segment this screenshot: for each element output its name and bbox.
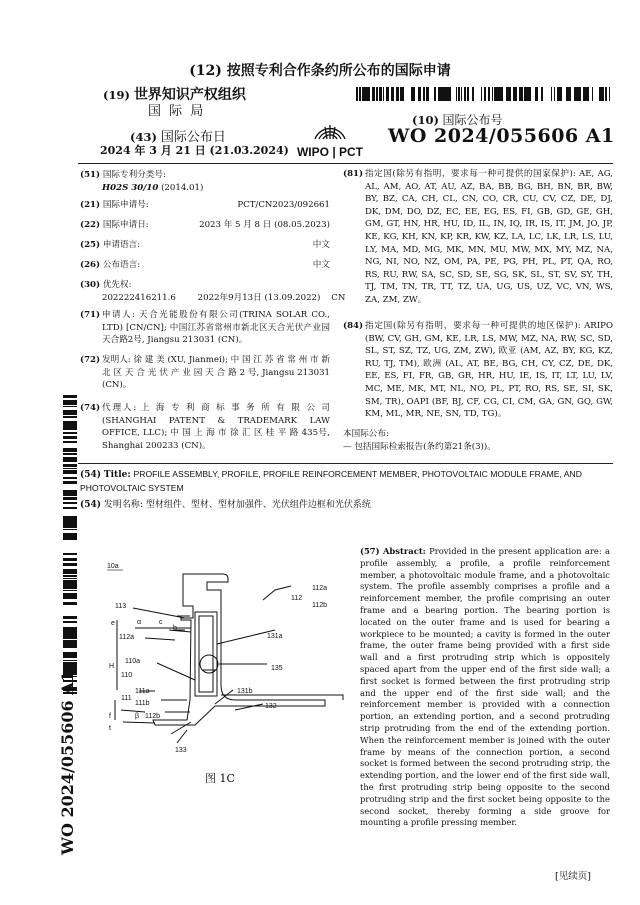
- field-81-number: (81): [343, 169, 364, 179]
- field-51-number: (51): [80, 170, 101, 180]
- title-zh-label: 发明名称:: [103, 500, 143, 510]
- field-74: [80, 402, 330, 452]
- title-zh: [80, 499, 615, 512]
- title-en-label: Title:: [103, 470, 131, 480]
- label-111a: 111a: [135, 688, 150, 695]
- label-112b-lower: 112b: [145, 713, 161, 720]
- field-71-number: (71): [80, 310, 101, 320]
- field-81-text: 指定国(除另有指明，要求每一种可提供的国家保护): AE, AG, AL, AM, AO, AT, AU, AZ, BA, BB, BG, BH, BN, BR, BW, BY, BZ, CA, CH, CL, CN, CO, CR, CU, CV, CZ, DE, DJ, DK, DM, DO, DZ, EC, EE, EG, ES, FI, GB, GD, GE, GH, GM, GT, HN, HR, HU, ID, IL, IN, IQ, IR, IS, IT, JM, JO, JP, KE, KG, KH, KN, KP, KR, KW, KZ, LA, LC, LK, LR, LS, LU, LY, MA, MD, MG, MK, MN, MU, MW, MX, MY, MZ, NA, NG, NI, NO, NZ, OM, PA, PE, PG, PH, PL, PT, QA, RO, RS, RU, RW, SA, SC, SD, SE, SG, SK, SL, ST, SV, SY, TH, TJ, TM, TN, TR, TT, TZ, UA, UG, US, UZ, VC, VN, WS, ZA, ZM, ZW。: [365, 169, 613, 305]
- pubno-label: 国际公布号: [442, 113, 503, 127]
- label-t: t: [109, 725, 111, 732]
- label-113: 113: [115, 603, 127, 610]
- label-111b: 111b: [135, 700, 150, 707]
- label-112b: 112b: [312, 602, 328, 609]
- field-26-label: 公布语言:: [102, 260, 141, 270]
- field-21-value: PCT/CN2023/092661: [237, 200, 330, 210]
- field-71-text: 申请人: 天合光能股份有限公司(TRINA SOLAR CO., LTD) [CN/CN]; 中国江苏省常州市新北区天合光伏产业园天合路2号, Jiangsu 213031 (CN)。: [102, 310, 330, 346]
- title-zh-text: 型材组件、型材、型材加强件、光伏组件边框和光伏系统: [145, 500, 371, 510]
- publication-number: WO 2024/055606 A1: [388, 125, 615, 147]
- field-51: [80, 169, 330, 194]
- abstract: [360, 546, 610, 829]
- figure-caption: 图 1C: [205, 772, 235, 785]
- pubdate-label: 国际公布日: [160, 130, 226, 145]
- org-name: 世界知识产权组织: [133, 87, 246, 103]
- label-f: f: [109, 713, 111, 720]
- org-bureau: 国 际 局: [148, 104, 206, 119]
- document-kind-title: (12) 按照专利合作条约所公布的国际申请: [189, 63, 451, 79]
- see-next-page: [见续页]: [555, 871, 591, 882]
- label-110: 110: [121, 672, 133, 679]
- barcode-top: [355, 87, 610, 101]
- field-84: [343, 320, 613, 421]
- published-with: [343, 428, 613, 453]
- abstract-label: Abstract:: [382, 546, 426, 556]
- label-131b: 131b: [237, 688, 253, 695]
- field-72-text: 发明人: 徐 建 美 (XU, Jianmei); 中 国 江 苏 省 常 州 市 新 北 区 天 合 光 伏 产 业 园 天 合 路 2 号, Jiangsu 213031 (CN)。: [102, 355, 330, 391]
- abstract-text: Provided in the present application are: a profile assembly, a profile, a profile reinforcement member, a photovoltaic module frame, and a photovoltaic system. The profile assembly comprises a profile and a reinforcement member, the profile comprising an outer frame and a bearing portion. The bearing portion is located on the outer frame and is used for bearing a workpiece to be mounted; a cavity is formed in the outer frame, the outer frame being provided with a first side wall and a first protruding strip which is oppositely spaced apart from the upper end of the first side wall; a first socket is formed between the first protruding strip and the upper end of the first side wall; and the reinforcement member is provided with a connection portion, an extending portion, and a second protruding strip protruding from the end of the extending portion. When the reinforcement member is joined with the outer frame by means of the connection portion, a second socket is formed between the second protruding strip, the extending portion, and the lower end of the first side wall, the first protruding strip being opposite to the second protruding strip and the first socket being opposite to the second socket, thereby forming a side groove for mounting a profile pressing member.: [360, 546, 611, 828]
- field-30-number: (30): [80, 280, 101, 290]
- title-en: [80, 468, 615, 496]
- wipo-logo: [285, 120, 375, 160]
- field-25-value: 中文: [312, 240, 330, 250]
- label-135: 135: [271, 665, 283, 672]
- field-21-label: 国际申请号:: [102, 200, 149, 210]
- label-beta: β: [135, 713, 140, 720]
- label-c: c: [159, 619, 163, 626]
- published-item: — 包括国际检索报告(条约第21条(3))。: [343, 441, 496, 452]
- label-112a-side: 112a: [119, 634, 135, 641]
- field-74-number: (74): [80, 403, 101, 413]
- field-51-value: H02S 30/10: [102, 182, 159, 193]
- field-30-value: 202222416211.6 2022年9月13日 (13.09.2022) CN: [102, 292, 346, 303]
- label-e: e: [111, 620, 115, 627]
- field-51-date: (2014.01): [161, 182, 204, 193]
- title-number: (54): [80, 470, 102, 480]
- side-publication-number: WO 2024/055606 A1: [58, 671, 77, 855]
- label-110a: 110a: [125, 658, 141, 665]
- label-133: 133: [175, 747, 187, 754]
- abstract-number: (57): [360, 546, 380, 556]
- title-zh-number: (54): [80, 500, 102, 510]
- field-30-label: 优先权:: [102, 280, 132, 290]
- org-number: (19): [103, 88, 130, 102]
- wipo-logo-text: WIPO | PCT: [296, 145, 364, 159]
- label-131a: 131a: [267, 633, 283, 640]
- published-label: 本国际公布:: [343, 429, 389, 439]
- field-25: [80, 239, 330, 252]
- field-30: [80, 279, 346, 304]
- field-26: [80, 259, 330, 272]
- biblio-divider: [78, 463, 613, 464]
- label-132: 132: [265, 703, 277, 710]
- label-h: H: [109, 663, 115, 670]
- figure-1c: [95, 560, 355, 760]
- field-72: [80, 354, 330, 392]
- pubdate-value: 2024 年 3 月 21 日 (21.03.2024): [100, 144, 289, 157]
- field-22-value: 2023 年 5 月 8 日 (08.05.2023): [199, 220, 330, 230]
- field-81: [343, 168, 613, 307]
- field-22: [80, 219, 330, 232]
- field-51-label: 国际专利分类号:: [102, 170, 166, 180]
- label-alpha: α: [137, 619, 142, 626]
- label-10a: 10a: [107, 563, 119, 570]
- field-84-text: 指定国(除另有指明，要求每一种可提供的地区保护): ARIPO (BW, CV, GH, GM, KE, LR, LS, MW, MZ, NA, RW, SC, SD, SL, ST, SZ, TZ, UG, ZM, ZW), 欧亚 (AM, AZ, BY, KG, KZ, RU, TJ, TM), 欧洲 (AL, AT, BE, BG, CH, CY, CZ, DE, DK, EE, ES, FI, FR, GB, GR, HR, HU, IE, IS, IT, LT, LU, LV, MC, ME, MK, MT, NL, NO, PL, PT, RO, RS, SE, SI, SK, SM, TR), OAPI (BF, BJ, CF, CG, CI, CM, GA, GN, GQ, GW, KM, ML, MR, NE, SN, TD, TG)。: [365, 321, 613, 420]
- header-divider: [78, 163, 613, 164]
- field-21-number: (21): [80, 200, 101, 210]
- field-22-number: (22): [80, 220, 101, 230]
- field-74-text: 代理人: 上 海 专 利 商 标 事 务 所 有 限 公 司 (SHANGHAI PATENT & TRADEMARK LAW OFFICE, LLC); 中 国 上 海 市 徐 汇 区 桂 平 路 435号, Shanghai 200233 (CN)。: [102, 403, 330, 451]
- title-en-text: PROFILE ASSEMBLY, PROFILE, PROFILE REINFORCEMENT MEMBER, PHOTOVOLTAIC MODULE FRAME, AND PHOTOVOLTAIC SYSTEM: [80, 469, 582, 493]
- field-25-label: 申请语言:: [102, 240, 141, 250]
- field-72-number: (72): [80, 355, 101, 365]
- pubno-number: (10): [412, 113, 439, 127]
- field-26-value: 中文: [312, 260, 330, 270]
- field-84-number: (84): [343, 321, 364, 331]
- label-112a: 112a: [312, 585, 328, 592]
- field-21: [80, 199, 330, 212]
- field-26-number: (26): [80, 260, 101, 270]
- label-b: b: [173, 625, 177, 632]
- field-22-label: 国际申请日:: [102, 220, 149, 230]
- label-111: 111: [121, 695, 132, 702]
- pubdate-number: (43): [130, 130, 157, 144]
- label-112: 112: [291, 595, 303, 602]
- field-71: [80, 309, 330, 347]
- field-25-number: (25): [80, 240, 101, 250]
